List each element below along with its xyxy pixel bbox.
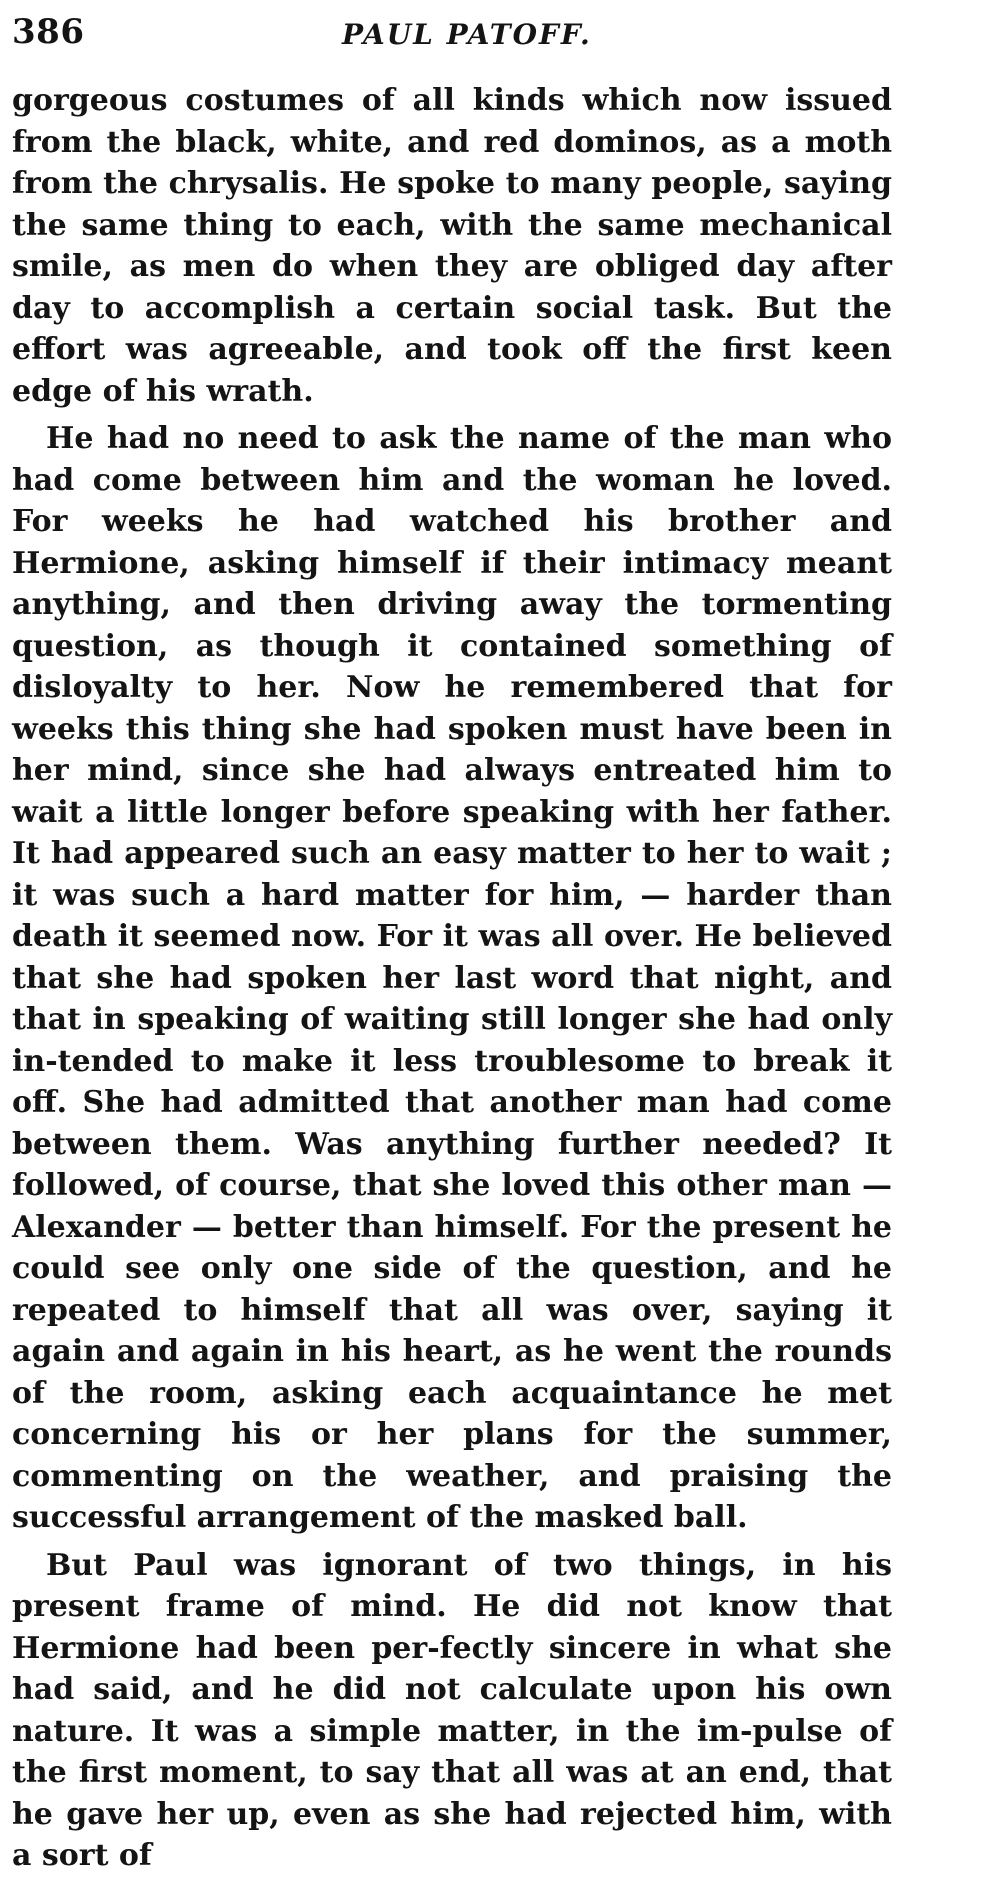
paragraph: But Paul was ignorant of two things, in his present frame of mind. He did not know that Hermione had been per-fectly sincere in what she had said, and he did not calculate upon his own nature. It was a simple matter, in the im-pulse of the first moment, to say that all was at an end, that he gave her up, even as she had rejected him, with a sort of [12, 1547, 892, 1873]
paragraph-continuation: gorgeous costumes of all kinds which now issued from the black, white, and red dominos, as a moth from the chrysalis. He spoke to many people, saying the same thing to each, with the same mechanical smile, as men do when they are obliged day after day to accomplish a certain social task. But the effort was agreeable, and took off the first keen edge of his wrath. [12, 83, 892, 409]
body-text [12, 80, 892, 1877]
page-number: 386 [12, 12, 85, 52]
page-header [12, 12, 988, 62]
running-title: PAUL PATOFF. [342, 18, 592, 51]
paragraph: He had no need to ask the name of the man who had come between him and the woman he loved. For weeks he had watched his brother and Hermione, asking himself if their intimacy meant anything, and then driving away the tormenting question, as though it contained something of disloyalty to her. Now he remembered that for weeks this thing she had spoken must have been in her mind, since she had always entreated him to wait a little longer before speaking with her father. It had appeared such an easy matter to her to wait ; it was such a hard matter for him, — harder than death it seemed now. For it was all over. He believed that she had spoken her last word that night, and that in speaking of waiting still longer she had only in-tended to make it less troublesome to break it off. She had admitted that another man had come between them. Was anything further needed? It followed, of course, that she loved this other man — Alexander — better than himself. For the present he could see only one side of the question, and he repeated to himself that all was over, saying it again and again in his heart, as he went the rounds of the room, asking each acquaintance he met concerning his or her plans for the summer, commenting on the weather, and praising the successful arrangement of the masked ball. [12, 421, 892, 1535]
